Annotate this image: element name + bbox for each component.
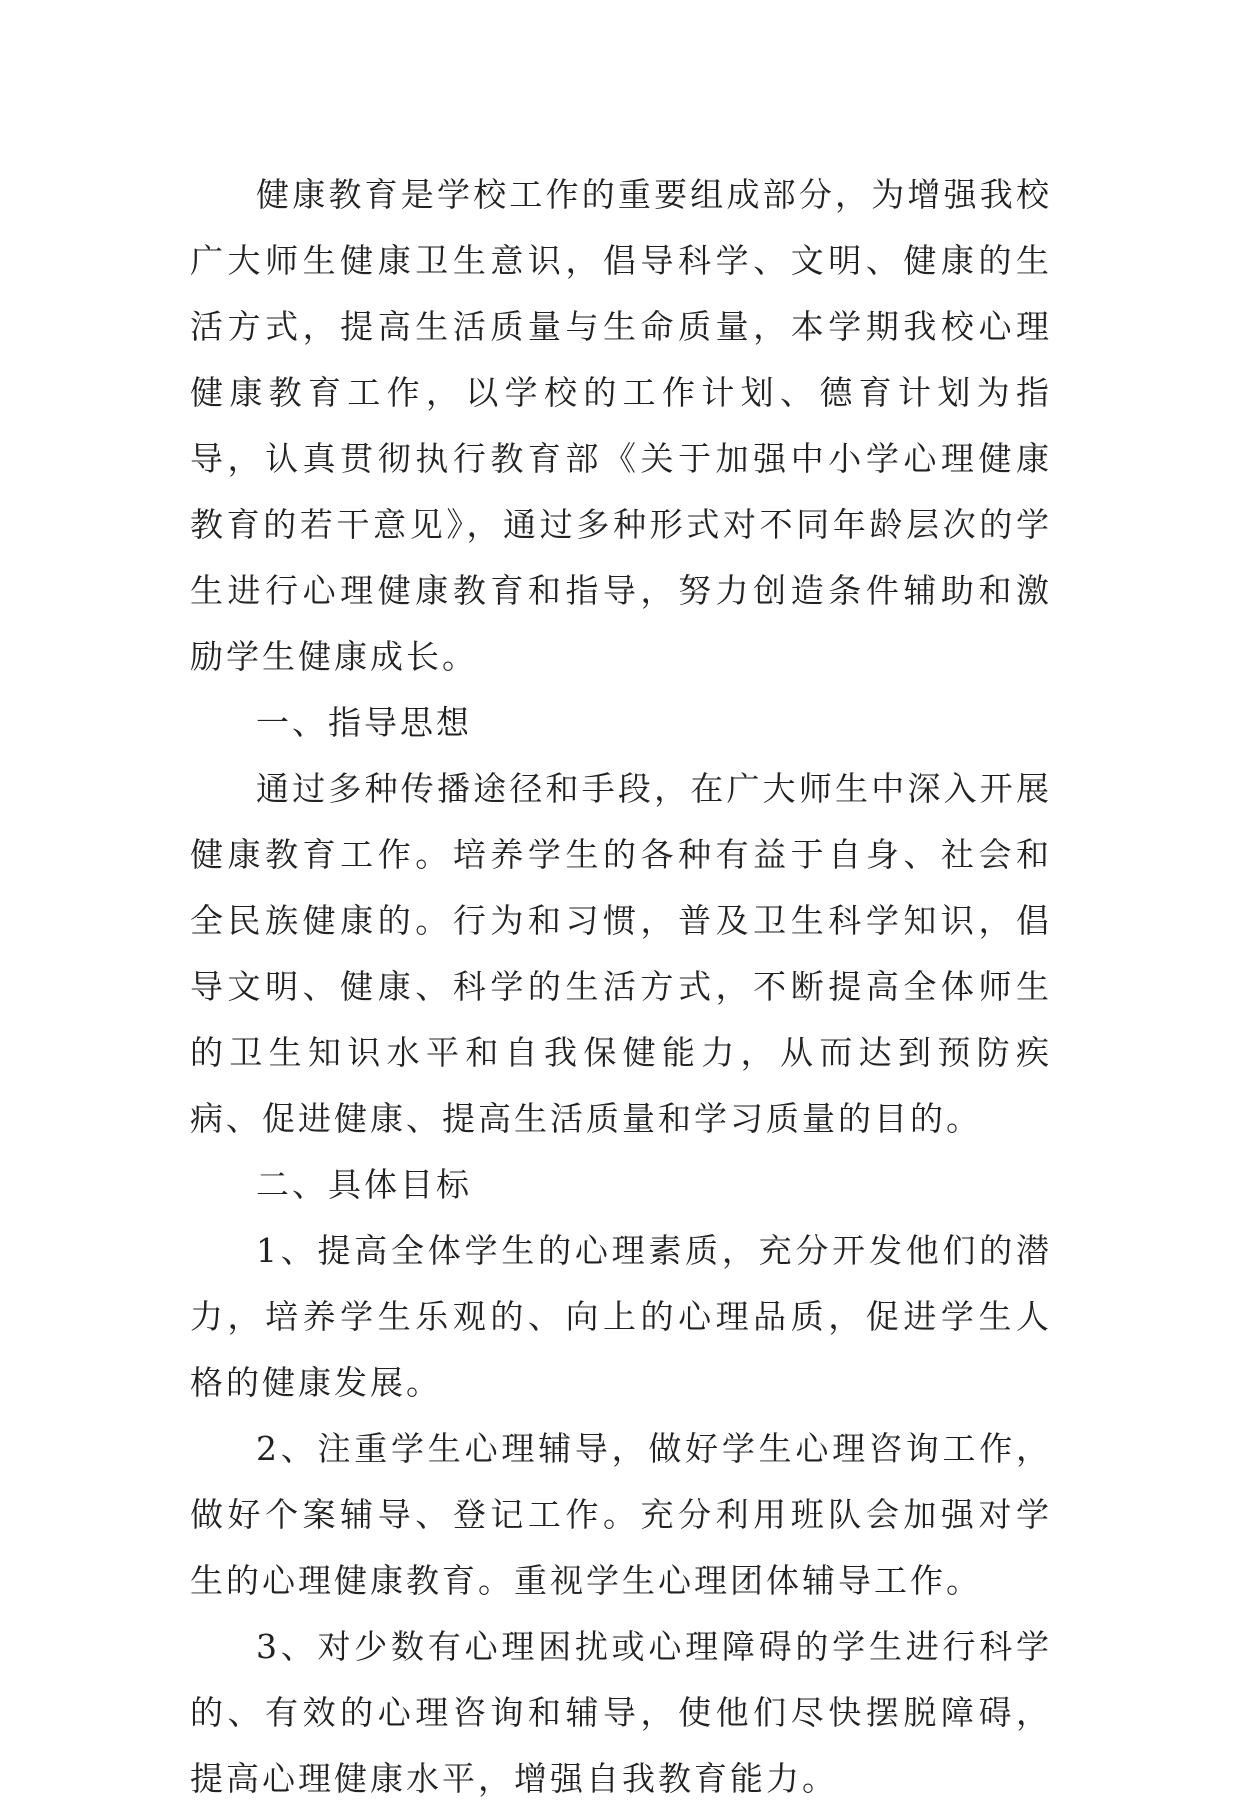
section-heading-specific-goals: 二、具体目标	[256, 1165, 472, 1204]
document-body	[190, 162, 1052, 1812]
intro-paragraph: 健康教育是学校工作的重要组成部分，为增强我校广大师生健康卫生意识，倡导科学、文明、健康的生活方式，提高生活质量与生命质量，本学期我校心理健康教育工作，以学校的工作计划、德育计划为指导，认真贯彻执行教育部《关于加强中小学心理健康教育的若干意见》，通过多种形式对不同年龄层次的学生进行心理健康教育和指导，努力创造条件辅助和激励学生健康成长。	[190, 175, 1052, 676]
section-heading-guiding-ideology: 一、指导思想	[256, 703, 472, 742]
goal-item-1: 1、提高全体学生的心理素质，充分开发他们的潜力，培养学生乐观的、向上的心理品质，促进学生人格的健康发展。	[190, 1231, 1052, 1402]
guiding-ideology-paragraph: 通过多种传播途径和手段，在广大师生中深入开展健康教育工作。培养学生的各种有益于自身、社会和全民族健康的。行为和习惯，普及卫生科学知识，倡导文明、健康、科学的生活方式，不断提高全体师生的卫生知识水平和自我保健能力，从而达到预防疾病、促进健康、提高生活质量和学习质量的目的。	[190, 769, 1052, 1138]
goal-item-3: 3、对少数有心理困扰或心理障碍的学生进行科学的、有效的心理咨询和辅导，使他们尽快摆脱障碍，提高心理健康水平，增强自我教育能力。	[190, 1627, 1052, 1798]
goal-item-2: 2、注重学生心理辅导，做好学生心理咨询工作，做好个案辅导、登记工作。充分利用班队会加强对学生的心理健康教育。重视学生心理团体辅导工作。	[190, 1429, 1052, 1600]
